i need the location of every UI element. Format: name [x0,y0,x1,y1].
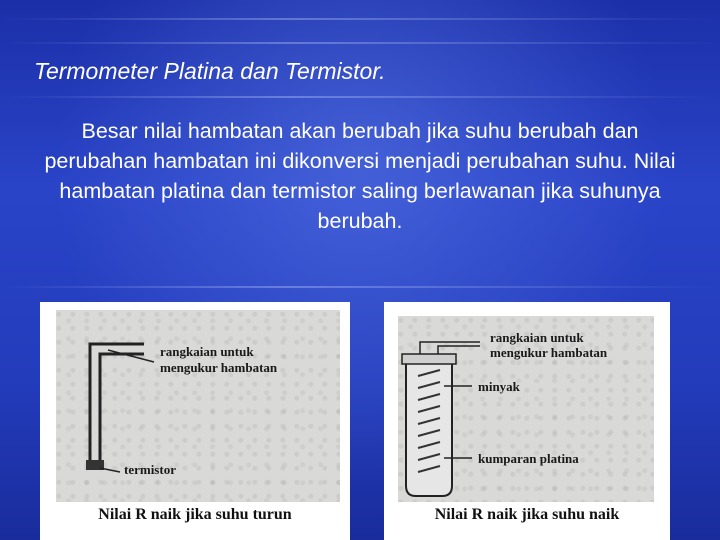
background-streak [0,18,720,20]
background-streak [0,96,720,98]
background-streak [0,286,720,288]
label-oil: minyak [478,379,520,394]
label-circuit-line2: mengukur hambatan [160,360,278,375]
caption-right: Nilai R naik jika suhu naik [434,506,620,523]
label-circuit-line2: mengukur hambatan [490,345,608,360]
label-platinum-coil: kumparan platina [478,451,579,466]
slide-title: Termometer Platina dan Termistor. [34,58,386,84]
platinum-figure [384,302,670,540]
label-circuit-line1: rangkaian untuk [160,344,254,359]
label-thermistor: termistor [124,462,176,477]
thermistor-drawing [56,310,340,502]
platinum-diagram [398,316,654,502]
label-circuit-line1: rangkaian untuk [490,330,584,345]
thermistor-figure [40,302,350,540]
caption-left: Nilai R naik jika suhu turun [98,506,292,523]
slide-body-text: Besar nilai hambatan akan berubah jika suhu berubah dan perubahan hambatan ini dikonversi menjadi perubahan suhu. Nilai hambatan platina dan termistor saling berlawanan jika suhunya berubah. [44,119,676,233]
background-streak [0,42,720,44]
thermistor-diagram [56,310,340,502]
